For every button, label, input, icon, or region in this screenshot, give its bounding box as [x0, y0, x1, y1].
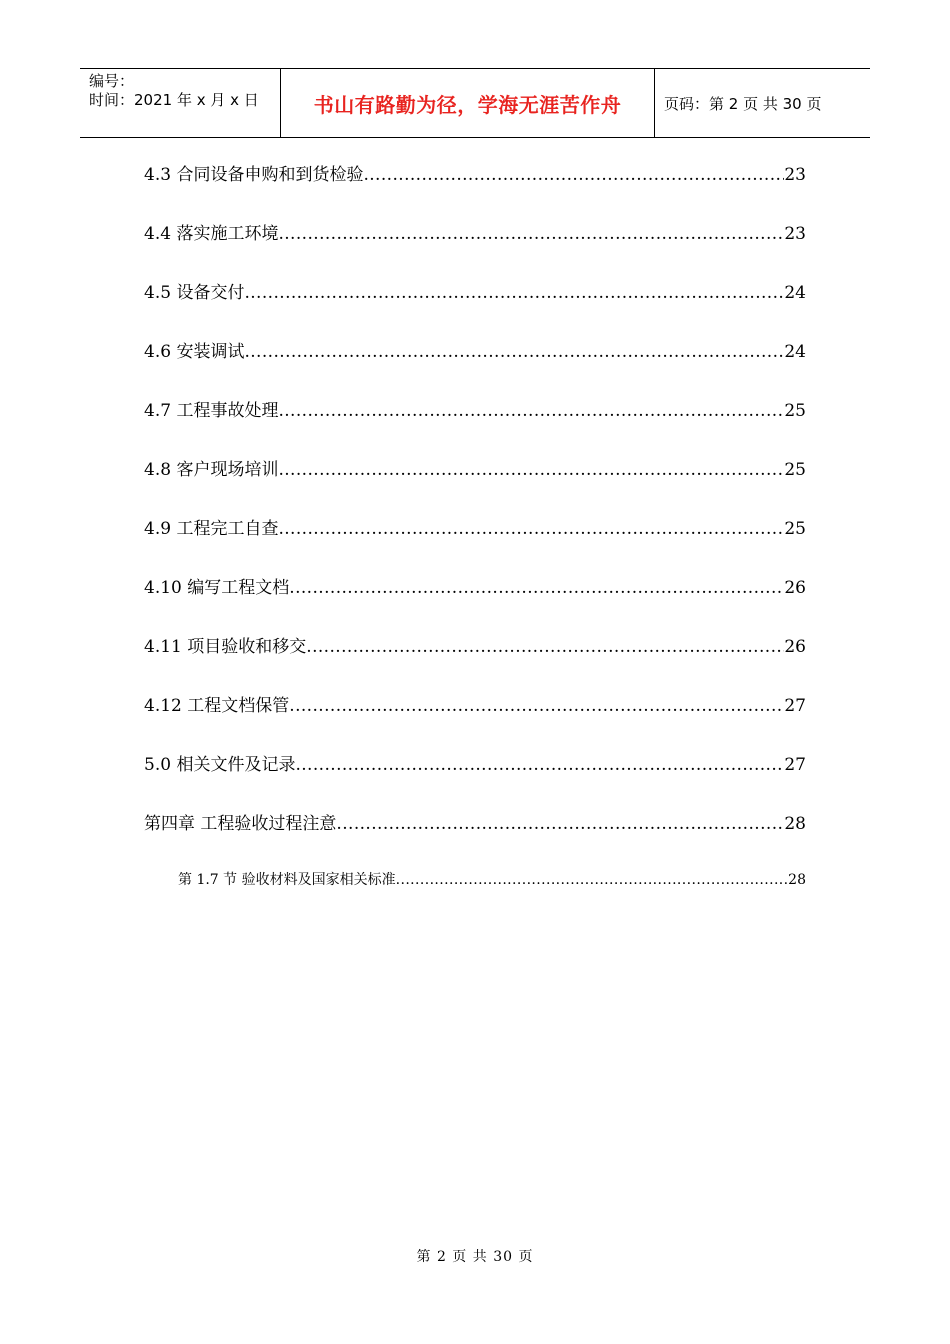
toc-item-label: 4.5 设备交付	[144, 283, 245, 303]
toc-item[interactable]	[144, 514, 806, 539]
toc-item-label: 第 1.7 节 验收材料及国家相关标准	[178, 872, 396, 888]
toc-leader-dots	[289, 578, 784, 598]
header-page-info: 页码：第 2 页 共 30 页	[664, 94, 822, 113]
toc-item[interactable]	[144, 396, 806, 421]
toc-leader-dots	[278, 519, 784, 539]
toc-item[interactable]	[144, 160, 806, 185]
page-footer: 第 2 页 共 30 页	[416, 1249, 534, 1265]
toc-leader-dots	[295, 755, 784, 775]
toc-item-page: 24	[784, 283, 806, 303]
toc-item-page: 25	[784, 401, 806, 421]
toc-item-label: 第四章 工程验收过程注意	[144, 814, 337, 834]
toc-item[interactable]	[144, 278, 806, 303]
toc-item-page: 27	[784, 696, 806, 716]
toc-item-label: 4.4 落实施工环境	[144, 224, 279, 244]
toc-item-label: 4.6 安装调试	[144, 342, 245, 362]
toc-item-label: 4.7 工程事故处理	[144, 401, 279, 421]
toc-item-page: 27	[784, 755, 806, 775]
header-meta-cell	[80, 69, 281, 137]
toc-leader-dots	[336, 814, 784, 834]
toc-leader-dots	[396, 872, 789, 888]
document-number-label: 编号：	[89, 72, 135, 90]
toc-item[interactable]	[144, 691, 806, 716]
toc-item-label: 4.9 工程完工自查	[144, 519, 279, 539]
toc-item-page: 28	[788, 872, 806, 888]
toc-item-label: 4.3 合同设备申购和到货检验	[144, 165, 364, 185]
toc-item-page: 28	[784, 814, 806, 834]
toc-item[interactable]	[144, 337, 806, 362]
toc-leader-dots	[289, 696, 784, 716]
toc-item[interactable]	[144, 455, 806, 480]
toc-item-page: 26	[784, 578, 806, 598]
toc-leader-dots	[306, 637, 784, 657]
header-motto: 书山有路勤为径，学海无涯苦作舟	[281, 69, 655, 137]
toc-leader-dots	[278, 224, 784, 244]
toc-leader-dots	[363, 165, 784, 185]
toc-item[interactable]	[144, 809, 806, 834]
toc-leader-dots	[278, 401, 784, 421]
toc-leader-dots	[244, 342, 784, 362]
toc-item-page: 25	[784, 460, 806, 480]
toc-item-page: 23	[784, 224, 806, 244]
toc-leader-dots	[278, 460, 784, 480]
toc-item-page: 26	[784, 637, 806, 657]
toc-item-label: 5.0 相关文件及记录	[144, 755, 296, 775]
toc-item-page: 23	[784, 165, 806, 185]
toc-item[interactable]	[144, 219, 806, 244]
toc-item[interactable]	[144, 573, 806, 598]
toc-item-label: 4.12 工程文档保管	[144, 696, 290, 716]
page-header	[80, 68, 870, 138]
toc-item-page: 25	[784, 519, 806, 539]
toc-item-label: 4.8 客户现场培训	[144, 460, 279, 480]
toc-item-label: 4.11 项目验收和移交	[144, 637, 307, 657]
toc-item[interactable]	[178, 869, 806, 889]
toc-leader-dots	[244, 283, 784, 303]
toc-item-page: 24	[784, 342, 806, 362]
toc-item[interactable]	[144, 750, 806, 775]
document-date-label: 时间：2021 年 x 月 x 日	[89, 91, 259, 109]
toc-item-label: 4.10 编写工程文档	[144, 578, 290, 598]
toc-item[interactable]	[144, 632, 806, 657]
